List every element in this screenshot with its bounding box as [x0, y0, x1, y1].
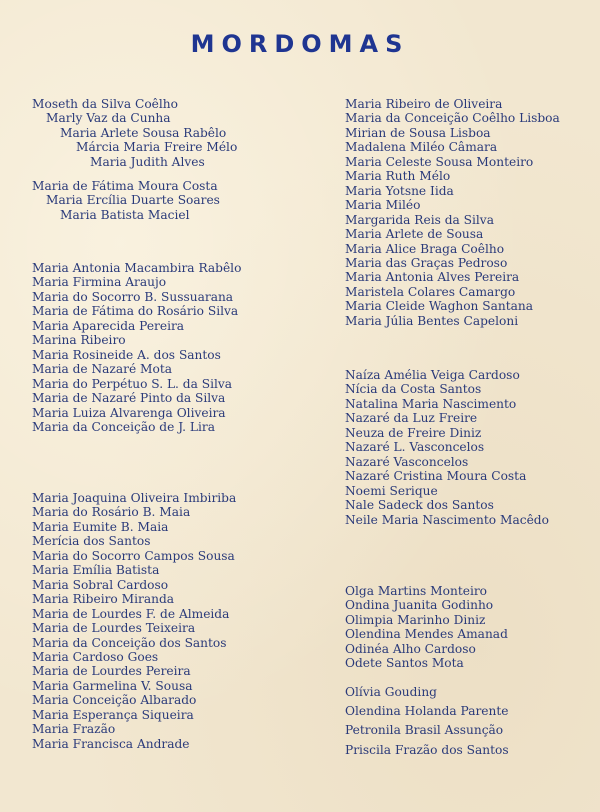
name-line: Maria Rosineide A. dos Santos [32, 347, 221, 362]
name-line: Olendina Mendes Amanad [345, 627, 508, 642]
name-line: Odete Santos Mota [345, 656, 464, 671]
name-line: Maria de Lourdes Pereira [32, 664, 191, 679]
name-line: Maria Ruth Mélo [345, 169, 451, 184]
names-group-right-1 [345, 97, 560, 328]
name-line: Maristela Colares Camargo [345, 284, 516, 299]
name-line: Maria do Socorro Campos Sousa [32, 548, 235, 563]
names-group-left-1 [32, 97, 237, 169]
name-line: Moseth da Silva Coêlho [32, 97, 178, 111]
name-line: Maria Frazão [32, 722, 116, 737]
names-group-left-4 [32, 491, 236, 751]
names-group-left-3 [32, 261, 241, 434]
name-line: Maria Celeste Sousa Monteiro [345, 154, 534, 169]
name-line: Maria Yotsne Iida [345, 183, 454, 198]
page-title: MORDOMAS [190, 30, 410, 58]
name-line: Maria das Graças Pedroso [345, 255, 508, 270]
names-group-right-3 [345, 584, 508, 671]
name-line: Maria Alice Braga Coêlho [345, 241, 505, 256]
name-line: Maria Júlia Bentes Capeloni [345, 313, 519, 328]
name-line: Maria Judith Alves [90, 154, 205, 169]
name-line: Priscila Frazão dos Santos [345, 742, 509, 757]
name-line: Maria do Rosário B. Maia [32, 505, 191, 520]
name-line: Maria Arlete Sousa Rabêlo [60, 125, 227, 140]
name-line: Maria Ribeiro Miranda [32, 592, 175, 607]
name-line: Maria Ercília Duarte Soares [46, 193, 220, 208]
name-line: Maria Francisca Andrade [32, 736, 190, 751]
name-line: Nazaré Cristina Moura Costa [345, 469, 527, 484]
name-line: Nale Sadeck dos Santos [345, 498, 494, 513]
name-line: Mirian de Sousa Lisboa [345, 125, 491, 140]
name-line: Nazaré Vasconcelos [345, 454, 469, 469]
name-line: Maria Antonia Alves Pereira [345, 270, 520, 285]
name-line: Olívia Gouding [345, 685, 437, 699]
name-line: Maria de Nazaré Pinto da Silva [32, 391, 226, 406]
name-line: Naíza Amélia Veiga Cardoso [345, 368, 520, 382]
name-line: Maria Aparecida Pereira [32, 318, 185, 333]
name-line: Maria Firmina Araujo [32, 275, 167, 290]
name-line: Maria Antonia Macambira Rabêlo [32, 261, 242, 275]
name-line: Marly Vaz da Cunha [46, 111, 171, 126]
name-line: Maria de Fátima do Rosário Silva [32, 304, 239, 319]
name-line: Maria Cardoso Goes [32, 649, 159, 664]
name-line: Neuza de Freire Diniz [345, 425, 482, 440]
name-line: Maria de Lourdes Teixeira [32, 621, 196, 636]
name-line: Margarida Reis da Silva [345, 212, 494, 227]
name-line: Maria da Conceição dos Santos [32, 635, 227, 650]
name-line: Maria da Conceição Coêlho Lisboa [345, 111, 560, 126]
name-line: Nícia da Costa Santos [345, 382, 482, 397]
name-line: Maria Eumite B. Maia [32, 519, 169, 534]
name-line: Maria Batista Maciel [60, 207, 190, 222]
name-line: Maria Esperança Siqueira [32, 707, 194, 722]
name-line: Maria Miléo [345, 198, 421, 213]
name-line: Maria de Nazaré Mota [32, 362, 173, 377]
names-group-left-2 [32, 179, 220, 222]
name-line: Márcia Maria Freire Mélo [76, 140, 238, 155]
name-line: Merícia dos Santos [32, 534, 151, 549]
names-group-right-4 [345, 683, 509, 760]
name-line: Maria Sobral Cardoso [32, 577, 169, 592]
name-line: Maria Conceição Albarado [32, 693, 197, 708]
name-line: Maria do Perpétuo S. L. da Silva [32, 376, 233, 391]
name-line: Maria Emília Batista [32, 563, 160, 578]
name-line: Maria de Fátima Moura Costa [32, 179, 218, 193]
name-line: Maria da Conceição de J. Lira [32, 419, 215, 434]
name-line: Olimpia Marinho Diniz [345, 612, 486, 627]
name-line: Natalina Maria Nascimento [345, 396, 517, 411]
names-group-right-2 [345, 368, 549, 527]
name-line: Maria Arlete de Sousa [345, 227, 484, 242]
name-line: Maria Cleide Waghon Santana [345, 299, 534, 314]
name-line: Maria Joaquina Oliveira Imbiriba [32, 491, 237, 505]
name-line: Petronila Brasil Assunção [345, 723, 504, 738]
name-line: Maria de Lourdes F. de Almeida [32, 606, 230, 621]
name-line: Maria do Socorro B. Sussuarana [32, 289, 234, 304]
name-line: Maria Luiza Alvarenga Oliveira [32, 405, 226, 420]
name-line: Ondina Juanita Godinho [345, 598, 494, 613]
name-line: Madalena Miléo Câmara [345, 140, 498, 155]
name-line: Nazaré da Luz Freire [345, 411, 478, 426]
name-line: Olendina Holanda Parente [345, 704, 509, 719]
name-line: Marina Ribeiro [32, 333, 126, 348]
name-line: Olga Martins Monteiro [345, 584, 488, 598]
name-line: Odinéa Alho Cardoso [345, 641, 476, 656]
name-line: Noemi Serique [345, 483, 438, 498]
name-line: Nazaré L. Vasconcelos [345, 440, 485, 455]
name-line: Maria Ribeiro de Oliveira [345, 97, 503, 111]
name-line: Neile Maria Nascimento Macêdo [345, 512, 549, 527]
name-line: Maria Garmelina V. Sousa [32, 678, 193, 693]
